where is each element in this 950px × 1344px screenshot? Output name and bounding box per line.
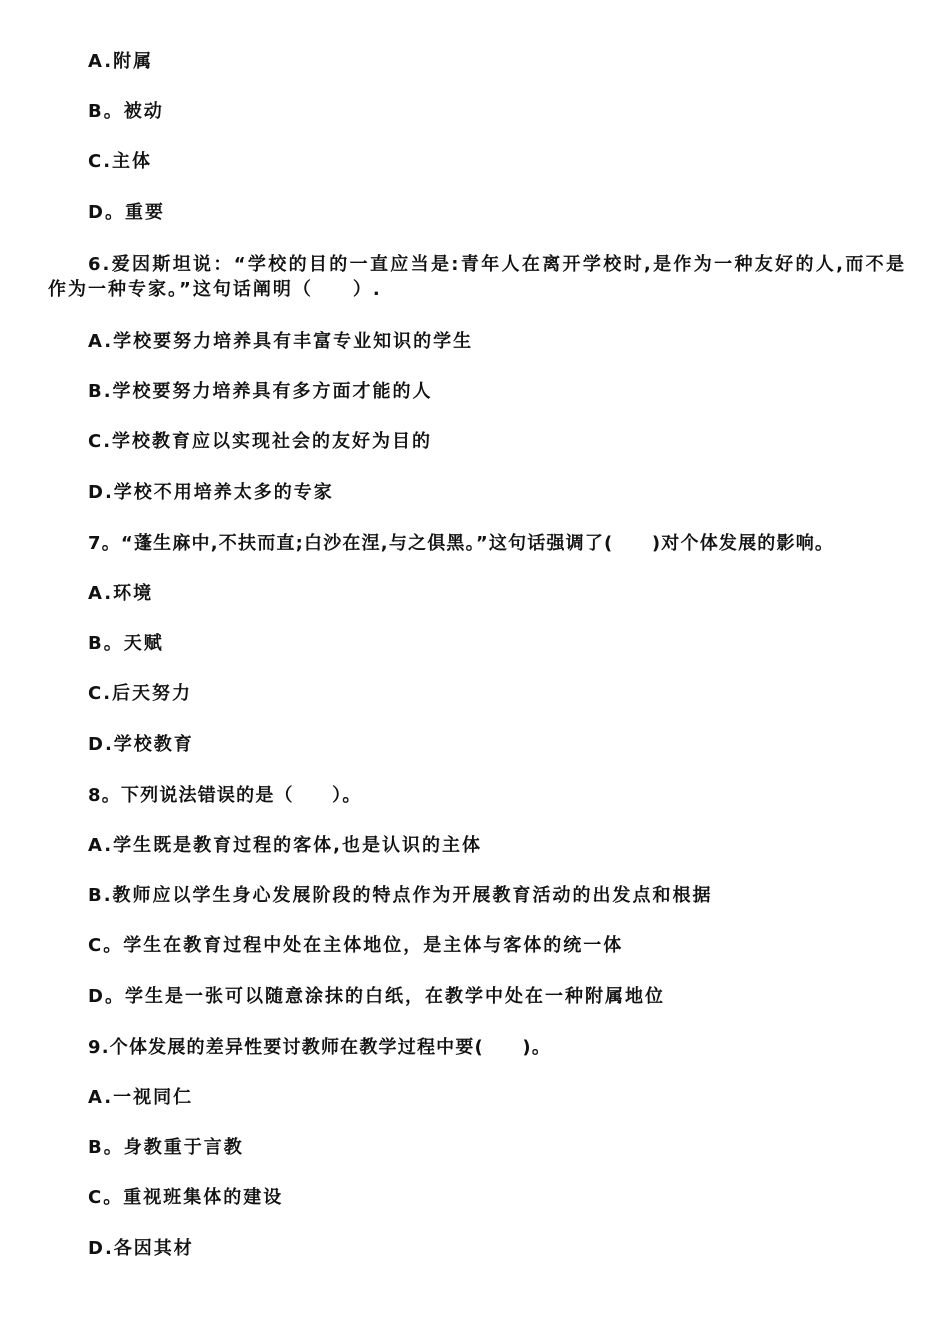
q9-stem: 9.个体发展的差异性要讨教师在教学过程中要( )。 (88, 1037, 552, 1058)
q6-stem: 6.爱因斯坦说：“学校的目的一直应当是:青年人在离开学校时,是作为一种友好的人,而不是作为一种专家。”这句话阐明（ ）. (48, 254, 906, 300)
q6-option-b: B.学校要努力培养具有多方面才能的人 (88, 381, 433, 402)
q5-option-a: A.附属 (88, 51, 154, 72)
q6-option-c: C.学校教育应以实现社会的友好为目的 (88, 431, 433, 452)
q7-option-c: C.后天努力 (88, 683, 193, 704)
q7-option-a: A.环境 (88, 583, 154, 604)
q8-option-b: B.教师应以学生身心发展阶段的特点作为开展教育活动的出发点和根据 (88, 885, 713, 906)
q5-option-c: C.主体 (88, 151, 153, 172)
q9-option-b: B。身教重于言教 (88, 1137, 244, 1158)
q9-option-d: D.各因其材 (88, 1238, 194, 1259)
q5-option-b: B。被动 (88, 101, 164, 122)
q6-option-a: A.学校要努力培养具有丰富专业知识的学生 (88, 331, 474, 352)
q7-option-d: D.学校教育 (88, 734, 194, 755)
q5-option-d: D。重要 (88, 202, 165, 223)
q7-option-b: B。天赋 (88, 633, 164, 654)
q9-option-a: A.一视同仁 (88, 1087, 194, 1108)
q7-stem: 7。“蓬生麻中,不扶而直;白沙在涅,与之俱黑。”这句话强调了( )对个体发展的影响。 (88, 533, 835, 554)
q9-option-c: C。重视班集体的建设 (88, 1187, 284, 1208)
q8-stem: 8。下列说法错误的是（ ）。 (88, 785, 362, 806)
q8-option-d: D。学生是一张可以随意涂抹的白纸，在教学中处在一种附属地位 (88, 986, 665, 1007)
q6-option-d: D.学校不用培养太多的专家 (88, 482, 334, 503)
q8-option-a: A.学生既是教育过程的客体,也是认识的主体 (88, 835, 482, 856)
q8-option-c: C。学生在教育过程中处在主体地位，是主体与客体的统一体 (88, 935, 624, 956)
